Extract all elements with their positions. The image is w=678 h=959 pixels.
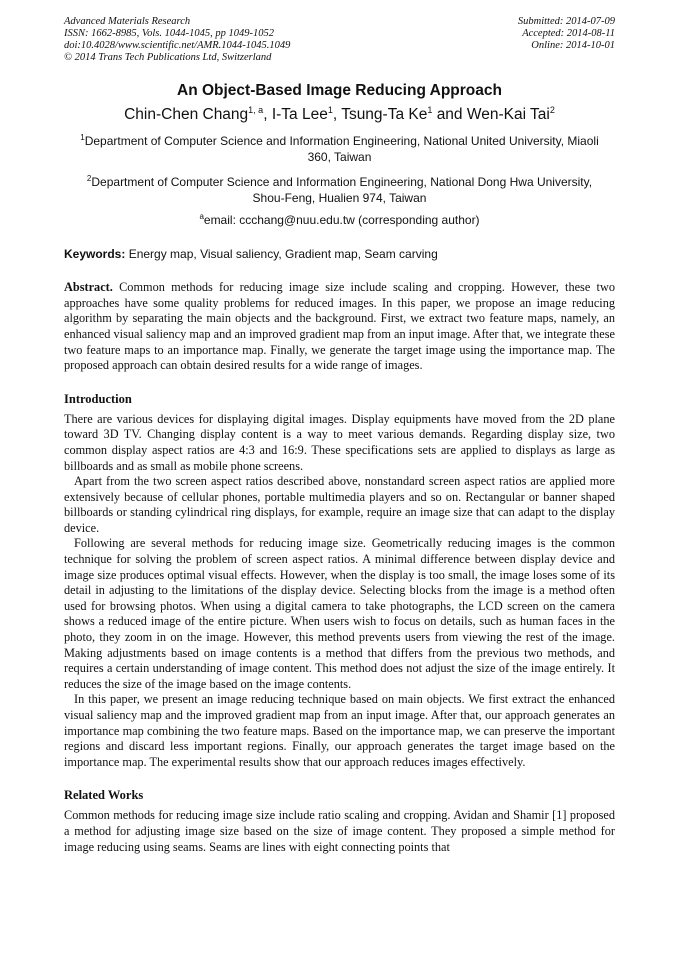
affiliation-1 <box>64 130 615 165</box>
section-heading-introduction: Introduction <box>64 391 132 406</box>
author-affil-mark: 1 <box>427 105 433 115</box>
abstract-text: Common methods for reducing image size include scaling and cropping. However, these two approaches have some quality problems for reduced images. In this paper, we propose an image reducing algorithm by separating the main objects and the background. First, we extract two feature maps, namely, an enhanced visual saliency map and an improved gradient map from an input image. After that, we integrate these two feature maps to an importance map. Finally, we generate the target image using the importance map. The proposed approach can obtain desired results for a wide range of images. <box>64 280 615 373</box>
affiliation-mark: 1 <box>80 133 85 143</box>
paragraph: There are various devices for displaying digital images. Display equipments have moved from the 2D plane toward 3D TV. Changing display content is a way to meet various demands. Regarding display size, two common display aspect ratios are 4:3 and 16:9. These specifications sets are applied to displays as large as billboards and as small as mobile phone screens. <box>64 411 615 473</box>
paragraph: Following are several methods for reducing image size. Geometrically reducing images is the common technique for solving the problem of screen aspect ratios. A minimal difference between display device and image size produces optimal visual effects. However, when the display is too small, the image loses some of its detail in adjusting to the limitations of the display device. Selecting blocks from the image is a method often used for browsing photos. When using a digital camera to take photographs, the LCD screen on the camera shows a reduced image of the entire picture. When users wish to focus on details, such as human faces in the photo, they zoom in on the image. However, this method prevents users from viewing the rest of the image. Making adjustments based on image contents is a method that differs from the previous two methods, and requires a certain understanding of image content. This method does not adjust the size of the image entirely. It reduces the size of the image based on the image contents. <box>64 536 615 691</box>
affiliation-2 <box>64 171 615 206</box>
accepted-date: Accepted: 2014-08-11 <box>522 28 615 39</box>
keywords-label: Keywords: <box>64 247 126 262</box>
author-name: I-Ta Lee <box>271 106 328 124</box>
publication-meta <box>64 16 615 64</box>
corresponding-email <box>64 212 615 227</box>
copyright-line: © 2014 Trans Tech Publications Ltd, Switzerland <box>64 52 272 63</box>
affiliation-text: Department of Computer Science and Information Engineering, National United University, Miaoli 360, Taiwan <box>84 134 599 164</box>
paragraph: Common methods for reducing image size include ratio scaling and cropping. Avidan and Shamir [1] proposed a method for adjusting image size based on the size of image content. They proposed a simple method for image reducing using seams. Seams are lines with eight connecting points that <box>64 808 615 854</box>
paragraph: Apart from the two screen aspect ratios described above, nonstandard screen aspect ratios are applied more extensively because of cellular phones, portable multimedia players and so on. Rectangular or banner shaped billboards or standing cylindrical ring displays, for example, require an image size that can adapt to the display device. <box>64 474 615 535</box>
paper-title: An Object-Based Image Reducing Approach <box>177 82 502 99</box>
online-date: Online: 2014-10-01 <box>531 40 615 51</box>
issn-line: ISSN: 1662-8985, Vols. 1044-1045, pp 1049-1052 <box>64 28 274 39</box>
email-text: email: ccchang@nuu.edu.tw (corresponding author) <box>203 213 480 228</box>
email-mark: a <box>199 212 204 222</box>
affiliation-text: Department of Computer Science and Information Engineering, National Dong Hwa University, Shou-Feng, Hualien 974, Taiwan <box>91 175 593 205</box>
doi-line: doi:10.4028/www.scientific.net/AMR.1044-1045.1049 <box>64 40 291 51</box>
author-name: Wen-Kai Tai <box>466 106 550 124</box>
author-name: Tsung-Ta Ke <box>341 106 428 124</box>
author-affil-mark: 2 <box>549 105 555 115</box>
author-affil-mark: 1 <box>327 105 333 115</box>
author-conjunction: and <box>436 106 463 124</box>
author-name: Chin-Chen Chang <box>124 106 249 124</box>
submitted-date: Submitted: 2014-07-09 <box>517 16 615 27</box>
section-heading-related-works: Related Works <box>64 788 144 803</box>
journal-name: Advanced Materials Research <box>64 16 191 27</box>
abstract-label: Abstract. <box>64 280 113 295</box>
affiliation-mark: 2 <box>86 174 92 184</box>
abstract <box>64 280 615 374</box>
keywords-text: Energy map, Visual saliency, Gradient map, Seam carving <box>128 247 438 262</box>
paper-page <box>64 16 615 855</box>
keywords <box>64 247 615 261</box>
author-list: Chin-Chen Chang$^{1, a}$, I-Ta Lee$^1$, Tsung-Ta Ke$^1$ and Wen-Kai Tai$^2$ <box>124 105 555 124</box>
paragraph: In this paper, we present an image reducing technique based on main objects. We first extract the enhanced visual saliency map and the improved gradient map from an input image. After that, our approach generates an importance map combining the two feature maps. Based on the importance map, we can preserve the important regions and discard less important regions. Finally, our approach generates the target image based on the importance map. The experimental results show that our approach reduces images effectively. <box>64 692 615 769</box>
author-affil-mark: 1, a <box>248 105 264 115</box>
